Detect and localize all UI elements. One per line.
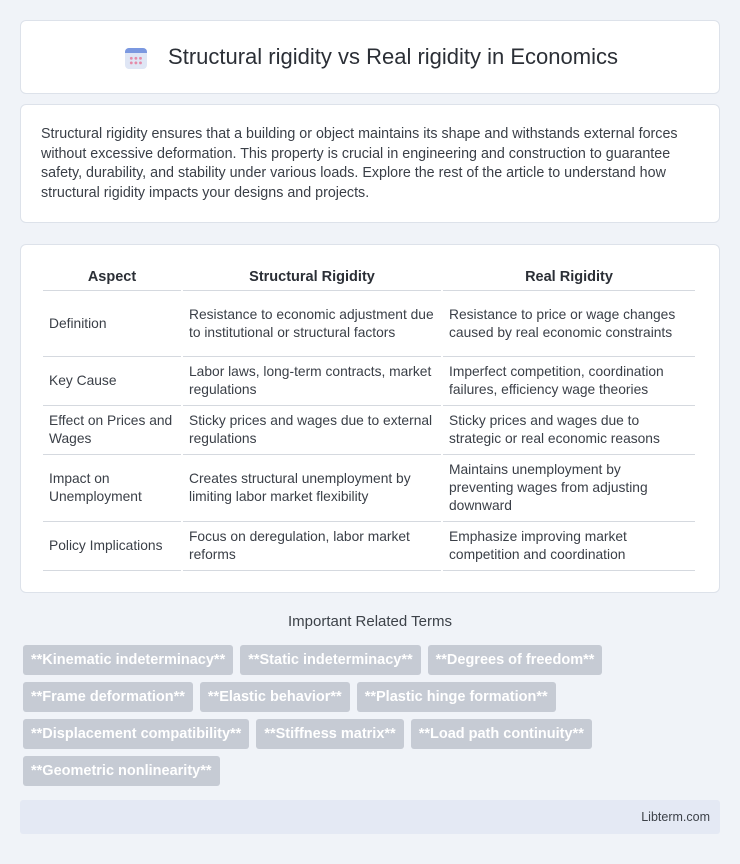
table-cell: Creates structural unemployment by limiting labor market flexibility bbox=[183, 455, 441, 522]
related-term-tag[interactable]: **Displacement compatibility** bbox=[23, 719, 249, 749]
related-term-tag[interactable]: **Stiffness matrix** bbox=[256, 719, 403, 749]
comparison-table-card bbox=[20, 244, 720, 593]
table-row bbox=[43, 291, 695, 357]
page-title: Structural rigidity vs Real rigidity in Economics bbox=[168, 44, 618, 69]
related-terms-title: Important Related Terms bbox=[288, 613, 452, 630]
table-row bbox=[43, 455, 695, 522]
table-cell: Focus on deregulation, labor market reforms bbox=[183, 522, 441, 571]
table-cell: Impact on Unemployment bbox=[43, 455, 181, 522]
related-term-tag[interactable]: **Frame deformation** bbox=[23, 682, 193, 712]
table-cell: Policy Implications bbox=[43, 522, 181, 571]
table-cell: Resistance to price or wage changes caused by real economic constraints bbox=[443, 291, 695, 357]
table-cell: Key Cause bbox=[43, 357, 181, 406]
related-term-tag[interactable]: **Kinematic indeterminacy** bbox=[23, 645, 233, 675]
table-cell: Definition bbox=[43, 291, 181, 357]
column-header-structural: Structural Rigidity bbox=[183, 263, 441, 291]
table-cell: Sticky prices and wages due to strategic or real economic reasons bbox=[443, 406, 695, 455]
table-cell: Maintains unemployment by preventing wages from adjusting downward bbox=[443, 455, 695, 522]
table-row bbox=[43, 406, 695, 455]
related-term-tag[interactable]: **Geometric nonlinearity** bbox=[23, 756, 220, 786]
column-header-aspect: Aspect bbox=[43, 263, 181, 291]
related-term-tag[interactable]: **Static indeterminacy** bbox=[240, 645, 420, 675]
comparison-table bbox=[41, 263, 697, 571]
table-cell: Imperfect competition, coordination failures, efficiency wage theories bbox=[443, 357, 695, 406]
column-header-real: Real Rigidity bbox=[443, 263, 695, 291]
table-row bbox=[43, 522, 695, 571]
table-header-row bbox=[43, 263, 695, 291]
related-term-tag[interactable]: **Elastic behavior** bbox=[200, 682, 350, 712]
related-term-tag[interactable]: **Degrees of freedom** bbox=[428, 645, 603, 675]
table-cell: Emphasize improving market competition and coordination bbox=[443, 522, 695, 571]
title-card bbox=[20, 20, 720, 94]
table-cell: Sticky prices and wages due to external regulations bbox=[183, 406, 441, 455]
intro-text: Structural rigidity ensures that a building or object maintains its shape and withstands external forces without excessive deformation. This property is crucial in engineering and construction to guarantee safety, durability, and stability under various loads. Explore the rest of the article to understand how structural rigidity impacts your designs and projects. bbox=[41, 126, 678, 201]
related-terms-list bbox=[23, 645, 723, 793]
related-term-tag[interactable]: **Load path continuity** bbox=[411, 719, 592, 749]
table-cell: Labor laws, long-term contracts, market regulations bbox=[183, 357, 441, 406]
calendar-icon bbox=[122, 44, 148, 70]
related-term-tag[interactable]: **Plastic hinge formation** bbox=[357, 682, 556, 712]
footer bbox=[20, 800, 720, 834]
table-row bbox=[43, 357, 695, 406]
table-cell: Effect on Prices and Wages bbox=[43, 406, 181, 455]
footer-site-link[interactable]: Libterm.com bbox=[641, 810, 710, 824]
intro-card bbox=[20, 104, 720, 223]
table-cell: Resistance to economic adjustment due to institutional or structural factors bbox=[183, 291, 441, 357]
